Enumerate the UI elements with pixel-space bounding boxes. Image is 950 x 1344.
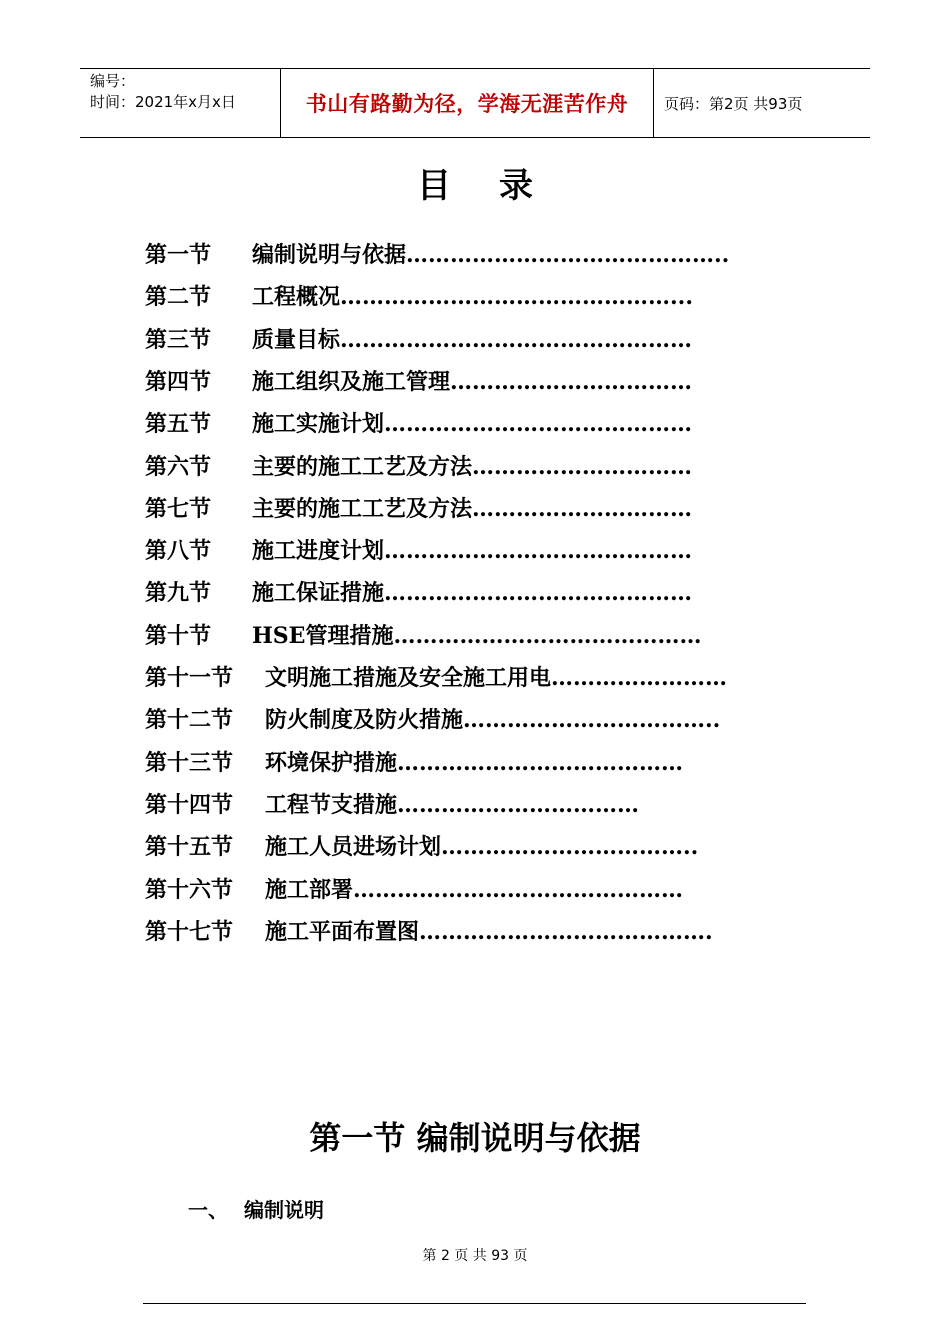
toc-entry [145,407,692,437]
section-title: 第一节 编制说明与依据 [309,1119,641,1157]
toc-entry-leader: …………………………………… [384,538,693,564]
toc-entry-title: 质量目标 [252,327,341,353]
toc-entry-title: 施工人员进场计划 [265,834,442,860]
toc-entry-number: 第五节 [145,411,212,437]
toc-entry-number: 第四节 [145,369,212,395]
toc-entry-number: 第八节 [145,538,212,564]
toc-entry-number: 第六节 [145,454,212,480]
toc-entry-title: 施工部署 [265,877,354,903]
toc-entry [145,619,701,649]
sub-heading-title: 编制说明 [244,1198,324,1222]
toc-entry-number: 第一节 [145,242,212,268]
toc-entry-title: 主要的施工工艺及方法 [252,496,473,522]
toc-entry-title: 施工平面布置图 [265,919,420,945]
toc-entry-leader: ………………………… [472,454,693,480]
toc-entry [145,703,720,733]
toc-entry [145,830,698,860]
toc-entry-leader: …………………………………… [384,411,693,437]
toc-entry-number: 第十三节 [145,750,234,776]
document-header [80,68,870,138]
toc-entry-title: 文明施工措施及安全施工用电 [265,665,552,691]
toc-entry [145,365,692,395]
toc-entry-number: 第十七节 [145,919,234,945]
toc-entry-leader: …………………………….. [441,834,699,860]
toc-entry [145,873,683,903]
toc-entry-leader: …………………………………… [393,623,702,649]
toc-entry [145,746,683,776]
toc-entry-title: 工程概况 [252,284,341,310]
header-motto-cell [281,69,654,137]
toc-title: 目录 [417,166,581,206]
toc-entry [145,534,692,564]
header-page-info: 页码：第2页 共93页 [664,94,803,113]
footer-page-number: 第 2 页 共 93 页 [422,1248,528,1264]
toc-entry-leader: …………………………………….. [406,242,730,268]
toc-entry-title: 施工组织及施工管理 [252,369,451,395]
toc-entry-leader: …………………………… [397,792,640,818]
toc-entry-number: 第九节 [145,580,212,606]
toc-entry-leader: ……………………………………… [353,877,684,903]
header-time-label: 时间：2021年x月x日 [90,93,236,111]
toc-entry-number: 第十一节 [145,665,234,691]
toc-entry-leader: ………………………………………... [340,284,693,310]
toc-entry-title: HSE管理措施 [252,623,394,649]
toc-entry-number: 第十二节 [145,707,234,733]
toc-entry-number: 第十四节 [145,792,234,818]
toc-entry-title: 施工进度计划 [252,538,385,564]
toc-entry-leader: …………………………… [450,369,693,395]
toc-entry-leader: ………………………… [472,496,693,522]
toc-entry [145,323,692,353]
toc-entry-number: 第二节 [145,284,212,310]
sub-heading [188,1194,324,1223]
toc-entry-title: 编制说明与依据 [252,242,407,268]
toc-entry [145,450,692,480]
toc-entry [145,238,729,268]
toc-entry-leader: ………………………………… [397,750,684,776]
toc-entry [145,915,713,945]
toc-entry-leader: ………………………………………… [340,327,693,353]
toc-entry [145,280,693,310]
toc-entry [145,788,639,818]
toc-entry-number: 第十五节 [145,834,234,860]
toc-entry-leader: …………………… [551,665,728,691]
toc-entry-number: 第七节 [145,496,212,522]
toc-entry-leader: …………………………………… [384,580,693,606]
toc-entry-title: 主要的施工工艺及方法 [252,454,473,480]
toc-entry [145,492,692,522]
header-number-label: 编号： [90,72,136,90]
toc-entry-title: 工程节支措施 [265,792,398,818]
toc-entry-title: 施工保证措施 [252,580,385,606]
toc-entry-number: 第十六节 [145,877,234,903]
toc-entry-number: 第三节 [145,327,212,353]
toc-entry [145,576,692,606]
toc-entry-title: 施工实施计划 [252,411,385,437]
toc-entry-leader: …………………………………. [419,919,713,945]
toc-entry-leader: …………………………….. [463,707,721,733]
sub-heading-number: 一、 [188,1198,228,1222]
toc-entry [145,661,727,691]
footer-divider [143,1303,806,1304]
toc-entry-number: 第十节 [145,623,212,649]
header-motto: 书山有路勤为径，学海无涯苦作舟 [305,92,629,116]
toc-entry-title: 环境保护措施 [265,750,398,776]
toc-entry-title: 防火制度及防火措施 [265,707,464,733]
header-meta [80,69,281,137]
